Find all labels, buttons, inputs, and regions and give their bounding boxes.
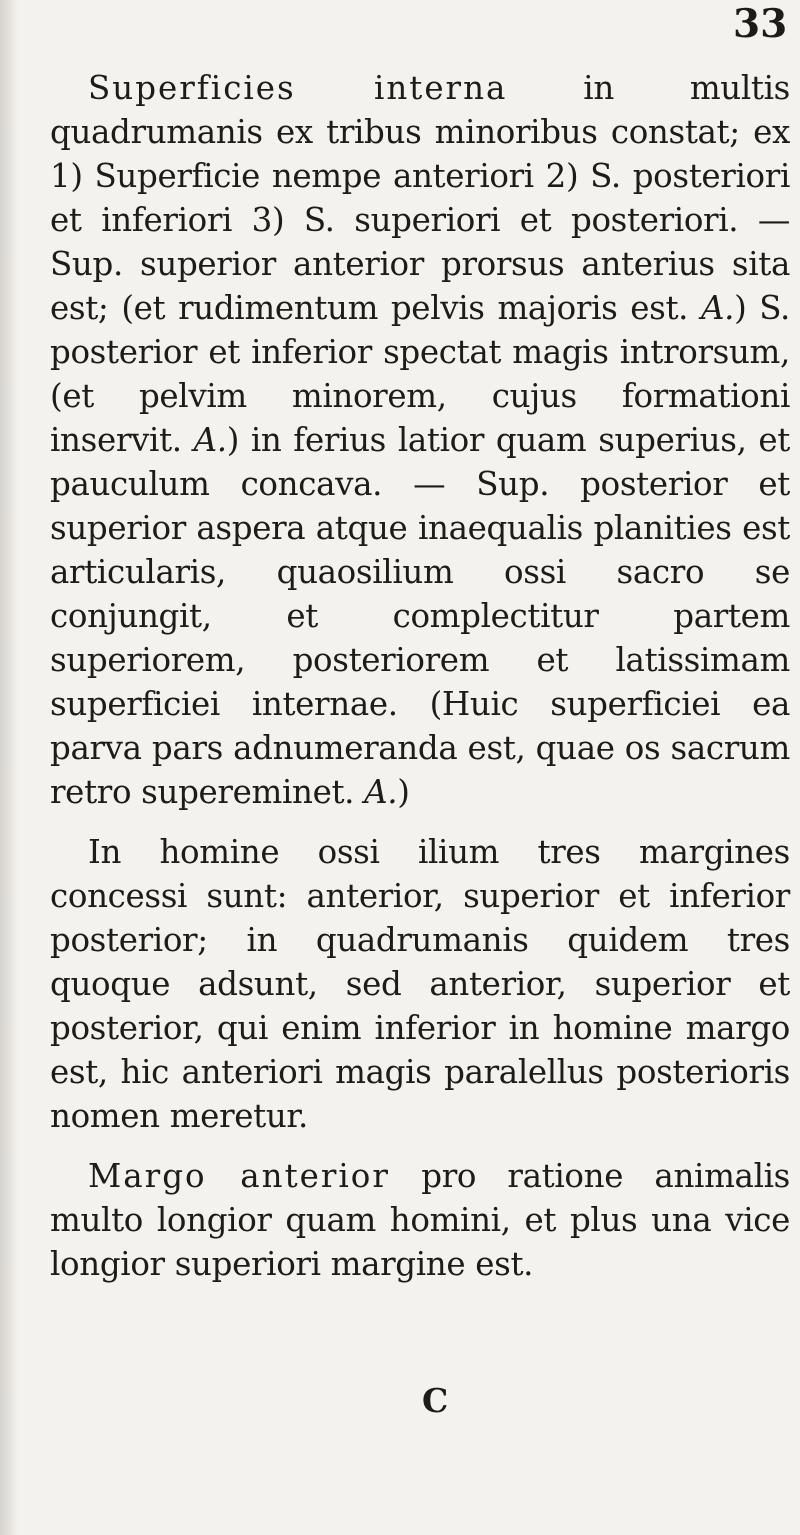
paragraph-lead: Superficies interna (88, 69, 508, 107)
paragraph-text: In homine ossi ilium tres margines concessi sunt: anterior, superior et inferior posterior; in quadrumanis quidem tres quoque adsunt, sed anterior, superior et posterior, qui enim inferior in homine margo est, hic anteriori magis paralellus posterioris nomen meretur. (50, 833, 790, 1135)
page-binding-shadow (0, 0, 18, 1535)
author-note: A. (700, 289, 735, 327)
paragraph-text: ) in ferius latior quam superius, et pauculum concava. — Sup. posterior et superior aspera atque inaequalis planities est articularis, quaosilium ossi sacro se conjungit, et complectitur partem superiorem, posteriorem et latissimam superficiei internae. (Huic superficiei ea parva pars adnumeranda est, quae os sacrum retro supereminet. (50, 421, 790, 811)
author-note: A. (193, 421, 227, 459)
paragraph-lead: Margo anterior (88, 1157, 390, 1195)
paragraph-text: ) S. posterior et inferior spectat magis introrsum, (et pelvim minorem, cujus formationi inservit. (50, 289, 790, 459)
body-text (50, 66, 790, 1286)
paragraph-superficies-interna (50, 66, 790, 814)
paragraph-text: ) (397, 773, 410, 811)
paragraph-margo-anterior (50, 1154, 790, 1286)
page-number: 33 (733, 1, 788, 47)
catchword: C (422, 1381, 449, 1420)
paragraph-margines (50, 830, 790, 1138)
paragraph-text: pro ratione animalis multo longior quam homini, et plus una vice longior superiori margine est. (50, 1157, 790, 1283)
author-note: A. (364, 773, 398, 811)
paragraph-text: in multis quadrumanis ex tribus minoribus constat; ex 1) Superficie nempe anteriori 2) S. posteriori et inferiori 3) S. superiori et posteriori. — Sup. superior anterior prorsus anterius sita est; (et rudimentum pelvis majoris est. (50, 69, 790, 327)
